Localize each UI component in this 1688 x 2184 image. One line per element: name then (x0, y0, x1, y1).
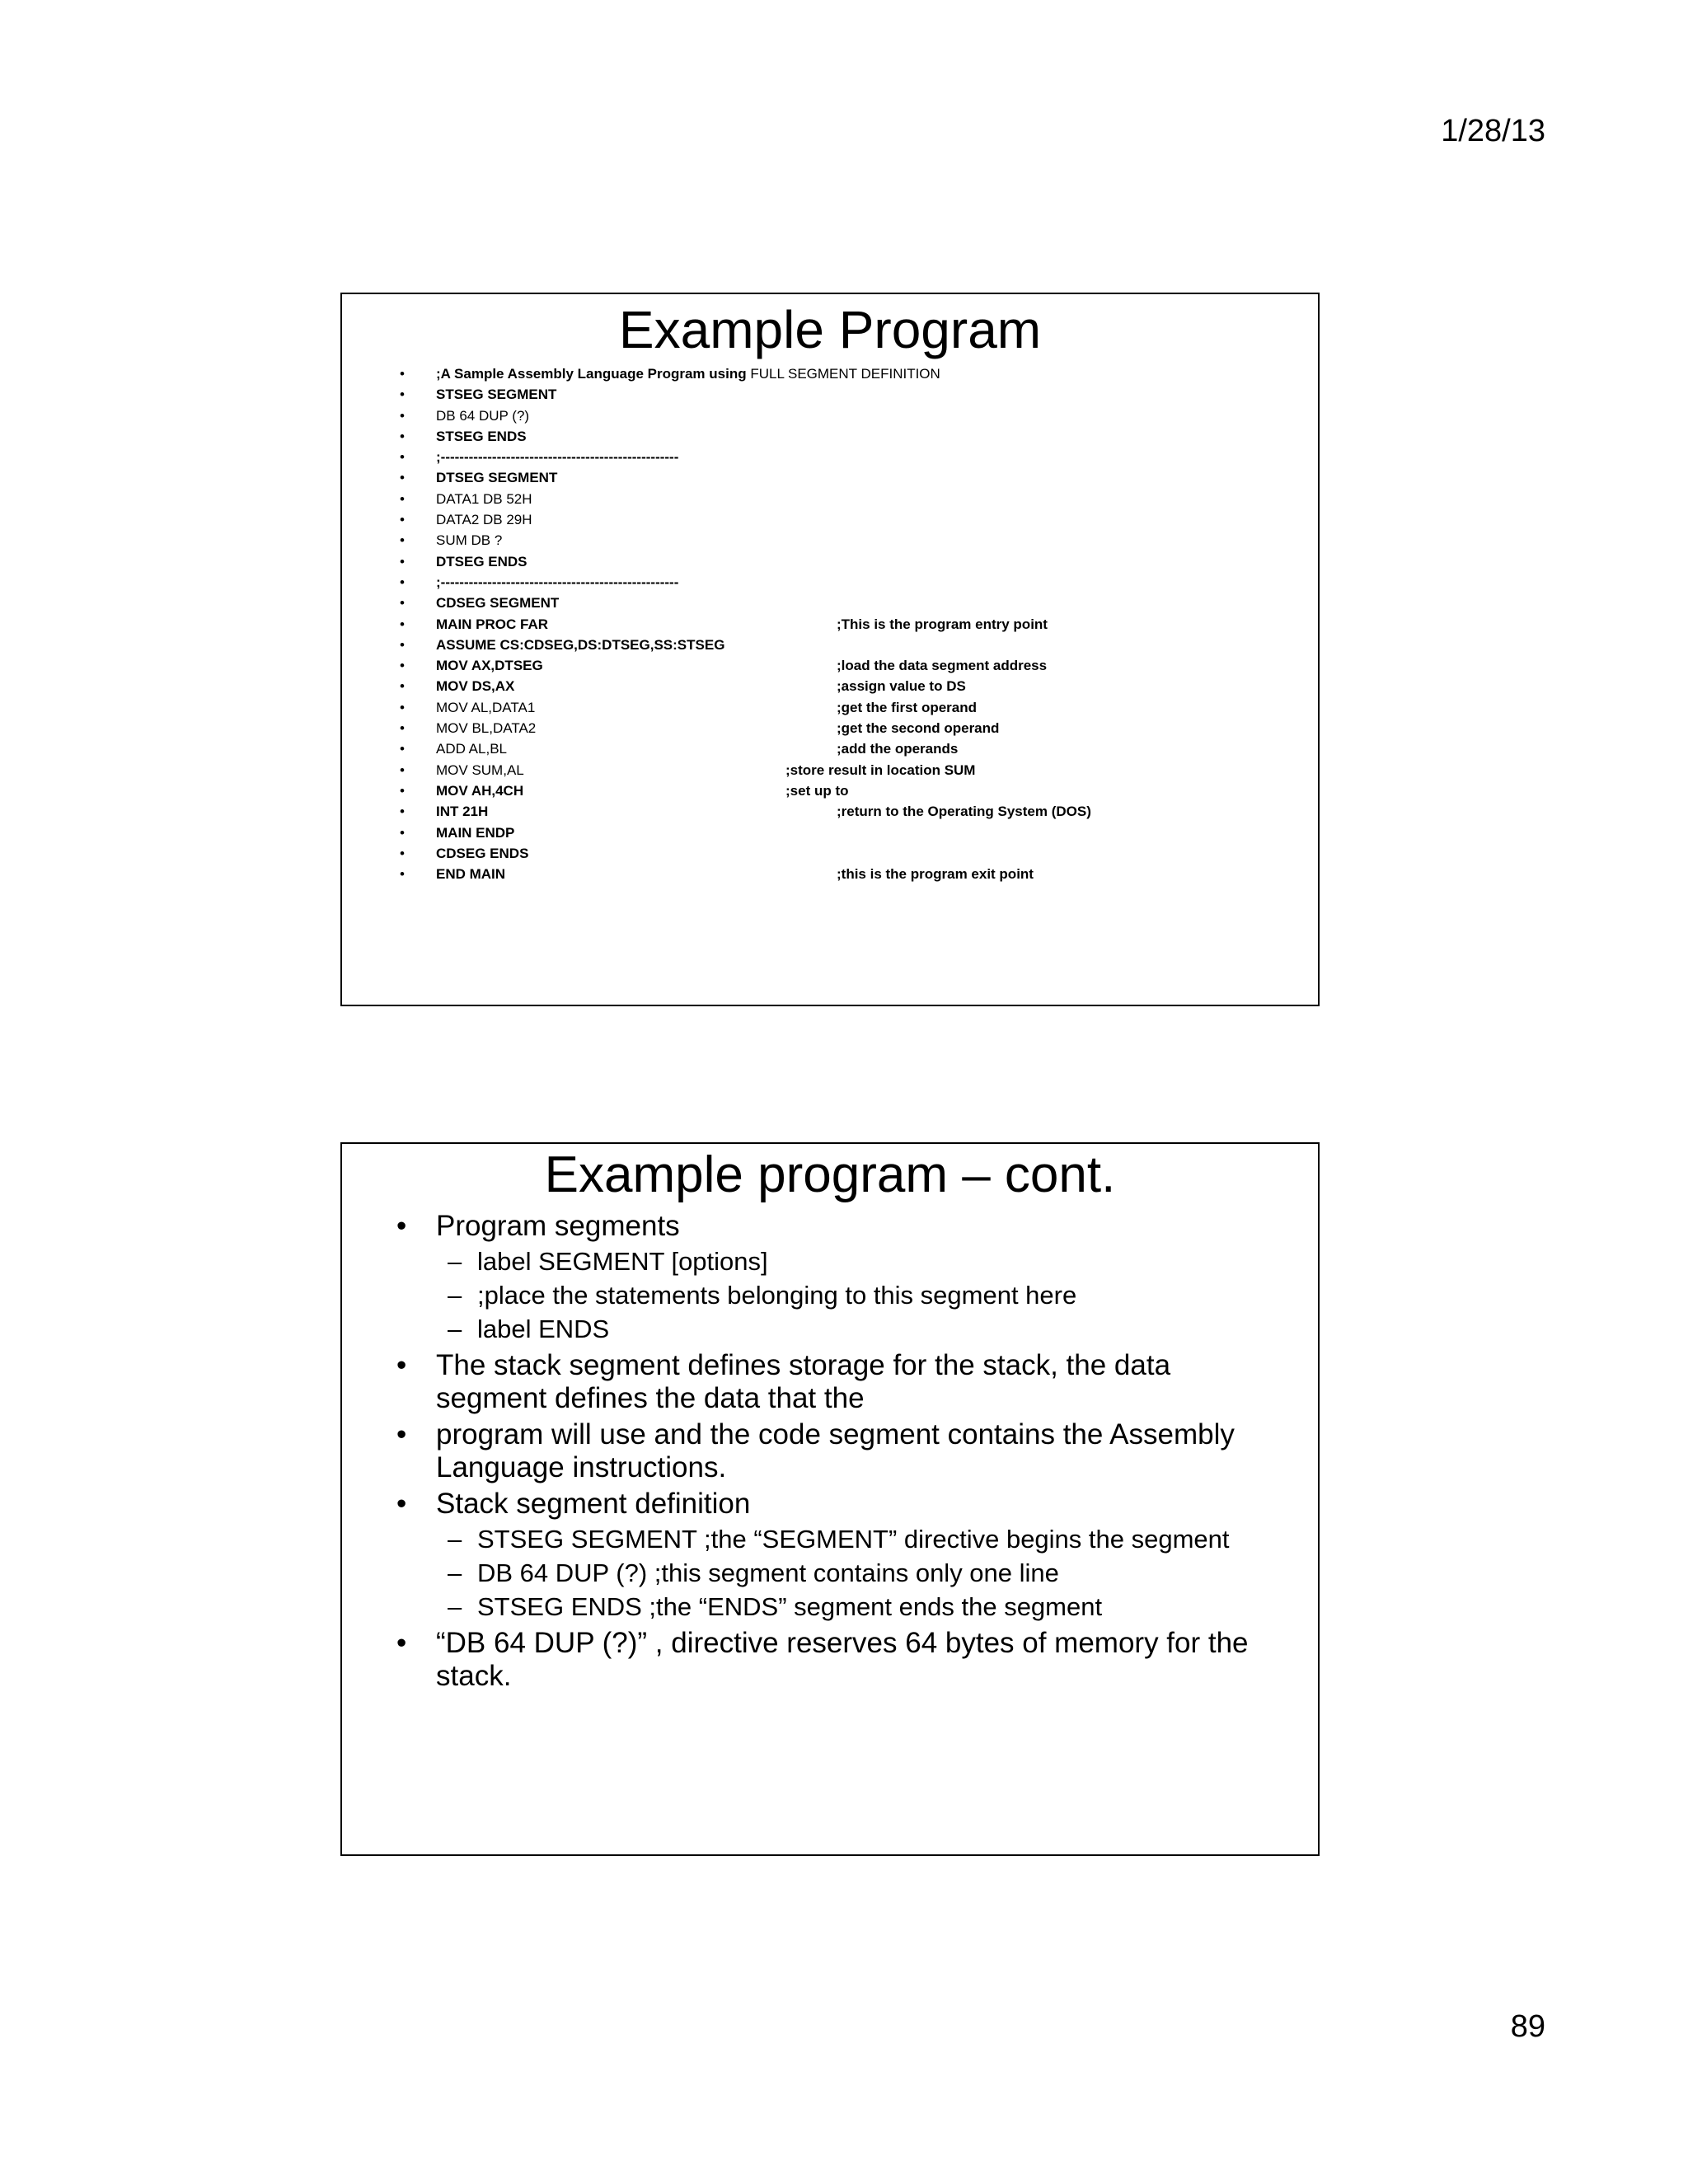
page-date: 1/28/13 (1441, 114, 1545, 148)
code-instruction: MOV SUM,AL (436, 762, 524, 778)
sub-bullet-text: STSEG SEGMENT ;the “SEGMENT” directive begins the segment (477, 1525, 1230, 1554)
bullet-icon: • (400, 387, 405, 403)
code-line (342, 489, 1318, 509)
code-instruction: DB 64 DUP (?) (436, 407, 530, 424)
code-instruction: MOV AL,DATA1 (436, 699, 536, 715)
code-line (342, 676, 1318, 696)
code-line (342, 780, 1318, 801)
code-comment-normal: FULL SEGMENT DEFINITION (746, 366, 940, 382)
code-comment: ;get the first operand (837, 699, 978, 715)
bullet-icon: • (396, 1488, 407, 1520)
code-instruction: DTSEG SEGMENT (436, 470, 558, 486)
code-instruction: MOV AX,DTSEG (436, 658, 543, 674)
code-line (342, 655, 1318, 676)
bullet-icon: • (396, 1627, 407, 1659)
bullet-icon: • (400, 678, 405, 695)
code-instruction: DTSEG ENDS (436, 553, 528, 569)
code-line (342, 509, 1318, 530)
code-comment: ;This is the program entry point (837, 616, 1048, 632)
code-line (342, 823, 1318, 843)
code-line (342, 614, 1318, 635)
bullet-point (342, 1488, 1318, 1624)
bullet-text: The stack segment defines storage for the stack, the data segment defines the data that the (436, 1349, 1171, 1414)
code-instruction: DATA2 DB 29H (436, 512, 532, 528)
bullet-icon: • (400, 741, 405, 757)
sub-bullet-text: DB 64 DUP (?) ;this segment contains only one line (477, 1558, 1059, 1587)
dash-icon: – (448, 1281, 462, 1310)
bullet-icon: • (396, 1349, 407, 1381)
code-instruction: INT 21H (436, 804, 489, 820)
code-line (342, 447, 1318, 467)
code-instruction: STSEG ENDS (436, 428, 527, 444)
bullet-icon: • (400, 366, 405, 382)
bullet-icon: • (400, 428, 405, 444)
code-instruction: SUM DB ? (436, 532, 503, 549)
bullet-text: Stack segment definition (436, 1488, 751, 1520)
code-instruction: MOV BL,DATA2 (436, 720, 537, 737)
dash-icon: – (448, 1525, 462, 1554)
bullet-icon: • (396, 1210, 407, 1242)
sub-bullet-list (436, 1244, 1268, 1346)
code-line (342, 467, 1318, 488)
sub-bullet-list (436, 1522, 1268, 1624)
bullet-point (342, 1627, 1318, 1693)
code-line (342, 801, 1318, 822)
code-line (342, 384, 1318, 405)
code-line (342, 593, 1318, 613)
code-comment: ;get the second operand (837, 720, 1000, 737)
bullet-icon: • (400, 804, 405, 820)
bullet-point (342, 1349, 1318, 1415)
code-comment: ;set up to (785, 782, 849, 799)
code-line (342, 363, 1318, 384)
sub-bullet-text: label SEGMENT [options] (477, 1247, 768, 1276)
bullet-icon: • (400, 636, 405, 653)
slide-example-program (340, 293, 1320, 1006)
sub-bullet-text: STSEG ENDS ;the “ENDS” segment ends the segment (477, 1592, 1103, 1621)
slide-example-program-cont (340, 1142, 1320, 1856)
bullet-icon: • (400, 470, 405, 486)
code-line (342, 572, 1318, 593)
sub-bullet-text: ;place the statements belonging to this segment here (477, 1281, 1077, 1310)
page-number: 89 (1510, 2009, 1545, 2044)
sub-bullet-text: label ENDS (477, 1315, 610, 1343)
code-line (342, 843, 1318, 864)
code-instruction: ;--------------------------------------------------- (436, 449, 679, 466)
sub-bullet-point (436, 1556, 1268, 1590)
sub-bullet-point (436, 1312, 1268, 1346)
code-comment: ;add the operands (837, 741, 959, 757)
code-comment: ;this is the program exit point (837, 866, 1034, 883)
code-instruction: ;--------------------------------------------------- (436, 574, 679, 590)
code-instruction: END MAIN (436, 866, 506, 883)
code-line (342, 530, 1318, 551)
sub-bullet-point (436, 1522, 1268, 1556)
bullet-icon: • (400, 595, 405, 612)
bullet-text: program will use and the code segment contains the Assembly Language instructions. (436, 1418, 1235, 1483)
code-instruction: MOV DS,AX (436, 678, 515, 695)
bullet-icon: • (400, 532, 405, 549)
dash-icon: – (448, 1247, 462, 1276)
code-line (342, 635, 1318, 655)
code-line (342, 718, 1318, 738)
bullet-point (342, 1210, 1318, 1346)
slide-title: Example program – cont. (544, 1146, 1116, 1203)
bullet-icon: • (400, 658, 405, 674)
code-line (342, 760, 1318, 780)
dash-icon: – (448, 1592, 462, 1621)
code-line (342, 697, 1318, 718)
code-line (342, 426, 1318, 447)
code-instruction: STSEG SEGMENT (436, 387, 557, 403)
code-instruction: DATA1 DB 52H (436, 490, 532, 507)
code-line (342, 738, 1318, 759)
bullet-icon: • (400, 449, 405, 466)
sub-bullet-point (436, 1590, 1268, 1624)
bullet-icon: • (400, 866, 405, 883)
code-instruction: MAIN PROC FAR (436, 616, 548, 632)
bullet-icon: • (400, 720, 405, 737)
code-line (342, 864, 1318, 884)
code-comment: ;return to the Operating System (DOS) (837, 804, 1091, 820)
code-line (342, 405, 1318, 426)
code-comment: ;load the data segment address (837, 658, 1048, 674)
bullet-icon: • (400, 824, 405, 841)
bullet-icon: • (400, 782, 405, 799)
code-instruction: CDSEG SEGMENT (436, 595, 560, 612)
bullet-icon: • (400, 407, 405, 424)
bullet-icon: • (396, 1418, 407, 1451)
code-comment-bold: ;A Sample Assembly Language Program using (436, 366, 747, 382)
slide-title: Example Program (618, 300, 1042, 359)
bullet-text: Program segments (436, 1210, 680, 1242)
bullet-icon: • (400, 845, 405, 861)
bullet-icon: • (400, 490, 405, 507)
bullet-icon: • (400, 762, 405, 778)
sub-bullet-point (436, 1278, 1268, 1312)
dash-icon: – (448, 1558, 462, 1587)
code-instruction: MOV AH,4CH (436, 782, 524, 799)
bullet-icon: • (400, 699, 405, 715)
code-comment: ;assign value to DS (837, 678, 966, 695)
bullet-point (342, 1418, 1318, 1484)
bullet-icon: • (400, 616, 405, 632)
code-comment: ;store result in location SUM (785, 762, 976, 778)
sub-bullet-point (436, 1244, 1268, 1278)
code-line (342, 551, 1318, 572)
code-instruction: MAIN ENDP (436, 824, 515, 841)
code-instruction: ADD AL,BL (436, 741, 507, 757)
bullet-list (342, 1210, 1318, 1693)
dash-icon: – (448, 1315, 462, 1343)
code-instruction: CDSEG ENDS (436, 845, 529, 861)
bullet-icon: • (400, 512, 405, 528)
code-instruction: ASSUME CS:CDSEG,DS:DTSEG,SS:STSEG (436, 636, 725, 653)
bullet-text: “DB 64 DUP (?)” , directive reserves 64 bytes of memory for the stack. (436, 1627, 1249, 1692)
bullet-icon: • (400, 574, 405, 590)
bullet-icon: • (400, 553, 405, 569)
code-listing (342, 363, 1318, 884)
